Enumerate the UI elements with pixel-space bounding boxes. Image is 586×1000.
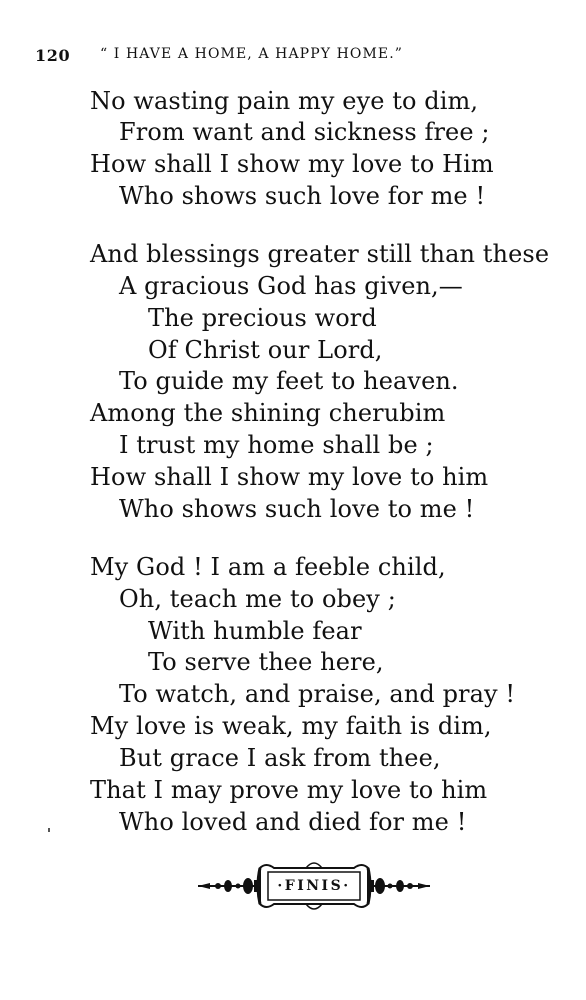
poem-line: My love is weak, my faith is dim,	[90, 712, 492, 740]
poem-line: How shall I show my love to Him	[90, 150, 494, 178]
poem-line: But grace I ask from thee,	[119, 744, 441, 772]
poem-line: No wasting pain my eye to dim,	[90, 87, 479, 115]
poem-line: That I may prove my love to him	[90, 776, 488, 804]
finis-ornament	[196, 856, 432, 916]
poem-line: Who loved and died for me !	[119, 808, 467, 836]
poem-line: To serve thee here,	[148, 648, 384, 676]
page-header	[35, 46, 536, 66]
poem-line: To guide my feet to heaven.	[119, 367, 459, 395]
poem-line: Who shows such love to me !	[119, 495, 475, 523]
print-speck	[48, 828, 50, 832]
poem-line: Of Christ our Lord,	[148, 336, 383, 364]
running-title: “ I HAVE A HOME, A HAPPY HOME.”	[100, 46, 404, 62]
poem-line: From want and sickness free ;	[119, 118, 490, 146]
poem-line: How shall I show my love to him	[90, 463, 489, 491]
poem-line: My God ! I am a feeble child,	[90, 553, 446, 581]
poem-line: Among the shining cherubim	[90, 399, 446, 427]
page-number: 120	[35, 46, 71, 65]
poem-line: I trust my home shall be ;	[119, 431, 434, 459]
poem-line: Who shows such love for me !	[119, 182, 486, 210]
poem-line: Oh, teach me to obey ;	[119, 585, 396, 613]
finis-label-box	[270, 874, 358, 898]
poem-line: And blessings greater still than these	[90, 240, 550, 268]
finis-label: ·FINIS·	[277, 878, 351, 894]
poem-line: A gracious God has given,—	[119, 272, 463, 300]
poem-line: The precious word	[148, 304, 377, 332]
poem-line: To watch, and praise, and pray !	[119, 680, 516, 708]
poem-line: With humble fear	[148, 617, 362, 645]
